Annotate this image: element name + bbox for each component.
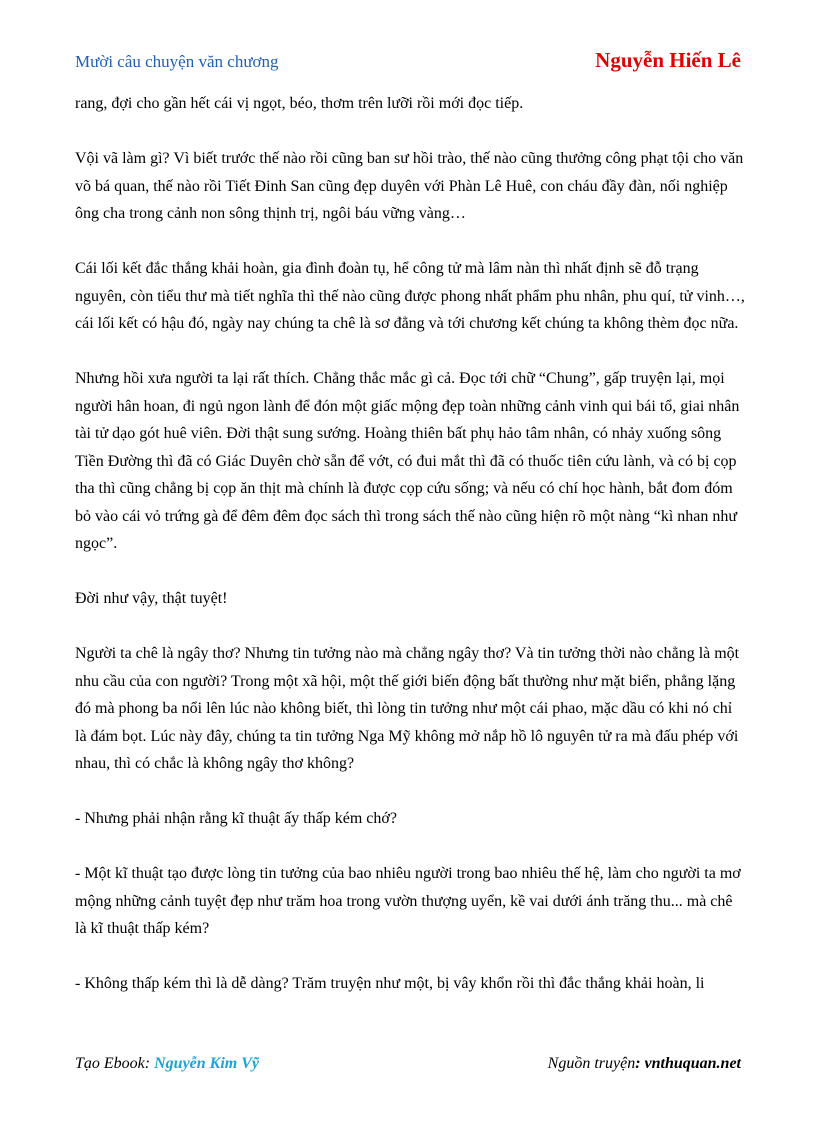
footer-source-site: vnthuquan.net xyxy=(644,1055,741,1072)
paragraph: Vội vã làm gì? Vì biết trước thế nào rồi cũng ban sư hồi trào, thế nào cũng thưởng công phạt tội cho văn võ bá quan, thế nào rồi Tiết Đinh San cũng đẹp duyên với Phàn Lê Huê, con cháu đầy đàn, nối nghiệp ông cha trong cảnh non sông thịnh trị, ngôi báu vững vàng… xyxy=(75,150,744,222)
book-title: Mười câu chuyện văn chương xyxy=(75,52,279,71)
page-content xyxy=(75,90,745,1025)
footer-ebook-credit: Tạo Ebook: Nguyễn Kim Vỹ xyxy=(75,1055,259,1072)
paragraph: Đời như vậy, thật tuyệt! xyxy=(75,590,228,607)
paragraph: Người ta chê là ngây thơ? Nhưng tin tưởng nào mà chẳng ngây thơ? Và tin tưởng thời nào chẳng là một nhu cầu của con người? Trong một xã hội, một thế giới biến động bất thường như mặt biển, phẳng lặng đó mà phong ba nổi lên lúc nào không biết, thì lòng tin tưởng như một cái phao, mặc dầu có khi nó chỉ là đám bọt. Lúc này đây, chúng ta tin tưởng Nga Mỹ không mở nắp hồ lô nguyên tử ra mà đấu phép với nhau, thì có chắc là không ngây thơ không? xyxy=(75,645,740,772)
paragraph: Cái lối kết đắc thắng khải hoàn, gia đình đoàn tụ, hể công tử mà lâm nàn thì nhất định sẽ đỗ trạng nguyên, còn tiểu thư mà tiết nghĩa thì thế nào cũng được phong nhất phẩm phu nhân, phu quí, tử vinh…, cái lối kết có hậu đó, ngày nay chúng ta chê là sơ đẳng và tới chương kết chúng ta không thèm đọc nữa. xyxy=(75,260,745,332)
paragraph: rang, đợi cho gần hết cái vị ngọt, béo, thơm trên lưỡi rồi mới đọc tiếp. xyxy=(75,95,524,112)
paragraph: Nhưng hồi xưa người ta lại rất thích. Chẳng thắc mắc gì cả. Đọc tới chữ “Chung”, gấp truyện lại, mọi người hân hoan, đi ngủ ngon lành để đón một giấc mộng đẹp toàn những cảnh vinh qui bái tổ, giai nhân tài tử dạo gót huê viên. Đời thật sung sướng. Hoàng thiên bất phụ hảo tâm nhân, có nhảy xuống sông Tiền Đường thì đã có Giác Duyên chờ sẵn để vớt, có đui mắt thì đã có thuốc tiên cứu lành, và có bị cọp tha thì cũng chẳng bị cọp ăn thịt mà chính là được cọp cứu sống; và nếu có chí học hành, bắt đom đóm bỏ vào cái vỏ trứng gà để đêm đêm đọc sách thì trong sách thế nào cũng hiện rõ một nàng “kì nhan như ngọc”. xyxy=(75,370,740,552)
footer-source-label: Nguồn truyện xyxy=(547,1055,636,1072)
paragraph: - Không thấp kém thì là dễ dàng? Trăm truyện như một, bị vây khổn rồi thì đắc thắng khải hoàn, li xyxy=(75,975,705,992)
author-name: Nguyễn Hiến Lê xyxy=(595,48,741,72)
footer-ebook-label: Tạo Ebook xyxy=(75,1055,145,1072)
footer-source-credit: Nguồn truyện: vnthuquan.net xyxy=(547,1055,741,1072)
footer-ebook-creator: Nguyễn Kim Vỹ xyxy=(154,1055,259,1072)
paragraph: - Một kĩ thuật tạo được lòng tin tưởng của bao nhiêu người trong bao nhiêu thế hệ, làm cho người ta mơ mộng những cảnh tuyệt đẹp như trăm hoa trong vườn thượng uyển, kề vai dưới ánh trăng thu... mà chê là kĩ thuật thấp kém? xyxy=(75,865,741,937)
paragraph: - Nhưng phải nhận rằng kĩ thuật ấy thấp kém chớ? xyxy=(75,810,397,827)
